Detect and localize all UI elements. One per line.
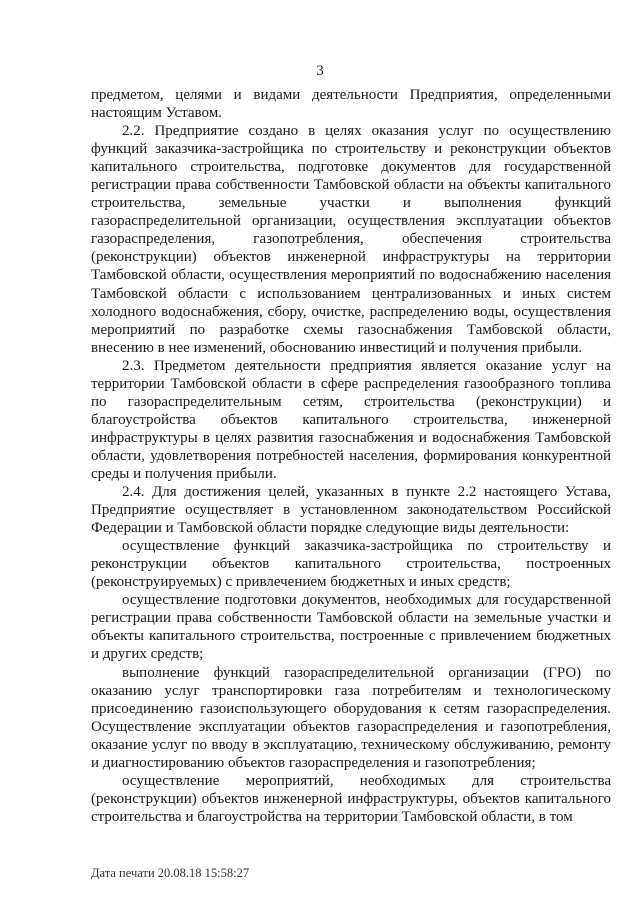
paragraph: предметом, целями и видами деятельности Предприятия, определенными настоящим Уставом. xyxy=(91,87,611,122)
document-body xyxy=(91,86,611,826)
list-item: выполнение функций газораспределительной организации (ГРО) по оказанию услуг транспортировки газа потребителям и технологическому присоединению газоиспользующего оборудования к сетям газораспределения. Осуществление эксплуатации объектов газораспределения и газопотребления, оказание услуг по вводу в эксплуатацию, техническому обслуживанию, ремонту и диагностированию объектов газораспределения и газопотребления; xyxy=(91,664,611,771)
paragraph-2-2: 2.2. Предприятие создано в целях оказания услуг по осуществлению функций заказчика-застройщика по строительству и реконструкции объектов капитального строительства, подготовке документов для государственной регистрации права собственности Тамбовской области на объекты капитального строительства, земельные участки и выполнения функций газораспределительной организации, осуществления эксплуатации объектов газораспределения, газопотребления, обеспечения строительства (реконструкции) объектов инженерной инфраструктуры на территории Тамбовской области, осуществления мероприятий по водоснабжению населения Тамбовской области с использованием централизованных и иных систем холодного водоснабжения, сбору, очистке, распределению воды, осуществления мероприятий по разработке схемы газоснабжения Тамбовской области, внесению в нее изменений, обоснованию инвестиций и получения прибыли. xyxy=(91,123,611,356)
list-item: осуществление мероприятий, необходимых для строительства (реконструкции) объектов инженерной инфраструктуры, объектов капитального строительства и благоустройства на территории Тамбовской области, в том xyxy=(91,772,611,825)
page-number: 3 xyxy=(316,63,324,79)
list-item: осуществление функций заказчика-застройщика по строительству и реконструкции объектов капитального строительства, построенных (реконструируемых) с привлечением бюджетных и иных средств; xyxy=(91,538,611,591)
print-date-footer: Дата печати 20.08.18 15:58:27 xyxy=(91,866,250,880)
paragraph-2-3: 2.3. Предметом деятельности предприятия является оказание услуг на территории Тамбовской области в сфере распределения газообразного топлива по газораспределительным сетям, строительства (реконструкции) и благоустройства объектов капитального строительства, инженерной инфраструктуры в целях развития газоснабжения и водоснабжения Тамбовской области, удовлетворения потребностей населения, формирования конкурентной среды и получения прибыли. xyxy=(91,357,611,482)
list-item: осуществление подготовки документов, необходимых для государственной регистрации права собственности Тамбовской области на земельные участки и объекты капитального строительства, построенные с привлечением бюджетных и других средств; xyxy=(91,592,611,663)
paragraph-2-4: 2.4. Для достижения целей, указанных в пункте 2.2 настоящего Устава, Предприятие осуществляет в установленном законодательством Российской Федерации и Тамбовской области порядке следующие виды деятельности: xyxy=(91,484,611,537)
